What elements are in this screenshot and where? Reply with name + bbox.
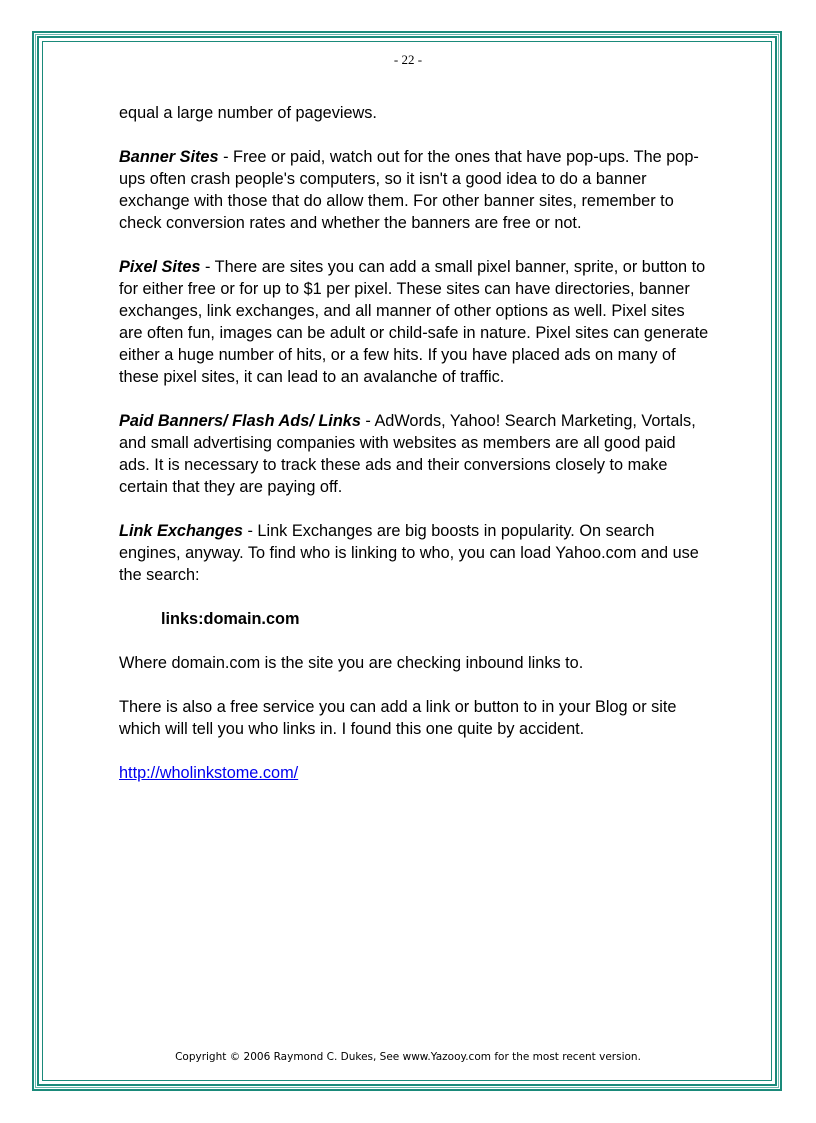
link-paragraph [119,762,709,784]
section-paid-banners [119,410,709,498]
section-term: Pixel Sites [119,258,201,276]
wholinkstome-link[interactable]: http://wholinkstome.com/ [119,764,299,782]
search-query: links:domain.com [161,610,300,628]
explanation-text: Where domain.com is the site you are checking inbound links to. [119,654,584,672]
free-service-text: There is also a free service you can add a link or button to in your Blog or site which will tell you who links in. I found this one quite by accident. [119,698,677,738]
section-body: - Link Exchanges are big boosts in popularity. On search engines, anyway. To find who is linking to who, you can load Yahoo.com and use the search: [119,522,699,584]
section-term: Link Exchanges [119,522,243,540]
section-banner-sites [119,146,709,234]
intro-continuation: equal a large number of pageviews. [119,104,377,122]
document-body [119,102,709,806]
section-pixel-sites [119,256,709,388]
section-term: Paid Banners/ Flash Ads/ Links [119,412,361,430]
section-body: - AdWords, Yahoo! Search Marketing, Vortals, and small advertising companies with websites as members are all good paid ads. It is necessary to track these ads and their conversions closely to make certain that they are paying off. [119,412,696,496]
page-number: - 22 - [393,52,423,67]
section-body: - Free or paid, watch out for the ones that have pop-ups. The pop-ups often crash people's computers, so it isn't a good idea to do a banner exchange with those that do allow them. For other banner sites, remember to check conversion rates and whether the banners are free or not. [119,148,699,232]
section-body: - There are sites you can add a small pixel banner, sprite, or button to for either free or for up to $1 per pixel. These sites can have directories, banner exchanges, link exchanges, and all manner of other options as well. Pixel sites are often fun, images can be adult or child-safe in nature. Pixel sites can generate either a huge number of hits, or a few hits. If you have placed ads on many of these pixel sites, it can lead to an avalanche of traffic. [119,258,709,386]
section-link-exchanges [119,520,709,586]
footer-copyright: Copyright © 2006 Raymond C. Dukes, See www.Yazooy.com for the most recent version. [175,1051,641,1063]
section-term: Banner Sites [119,148,219,166]
